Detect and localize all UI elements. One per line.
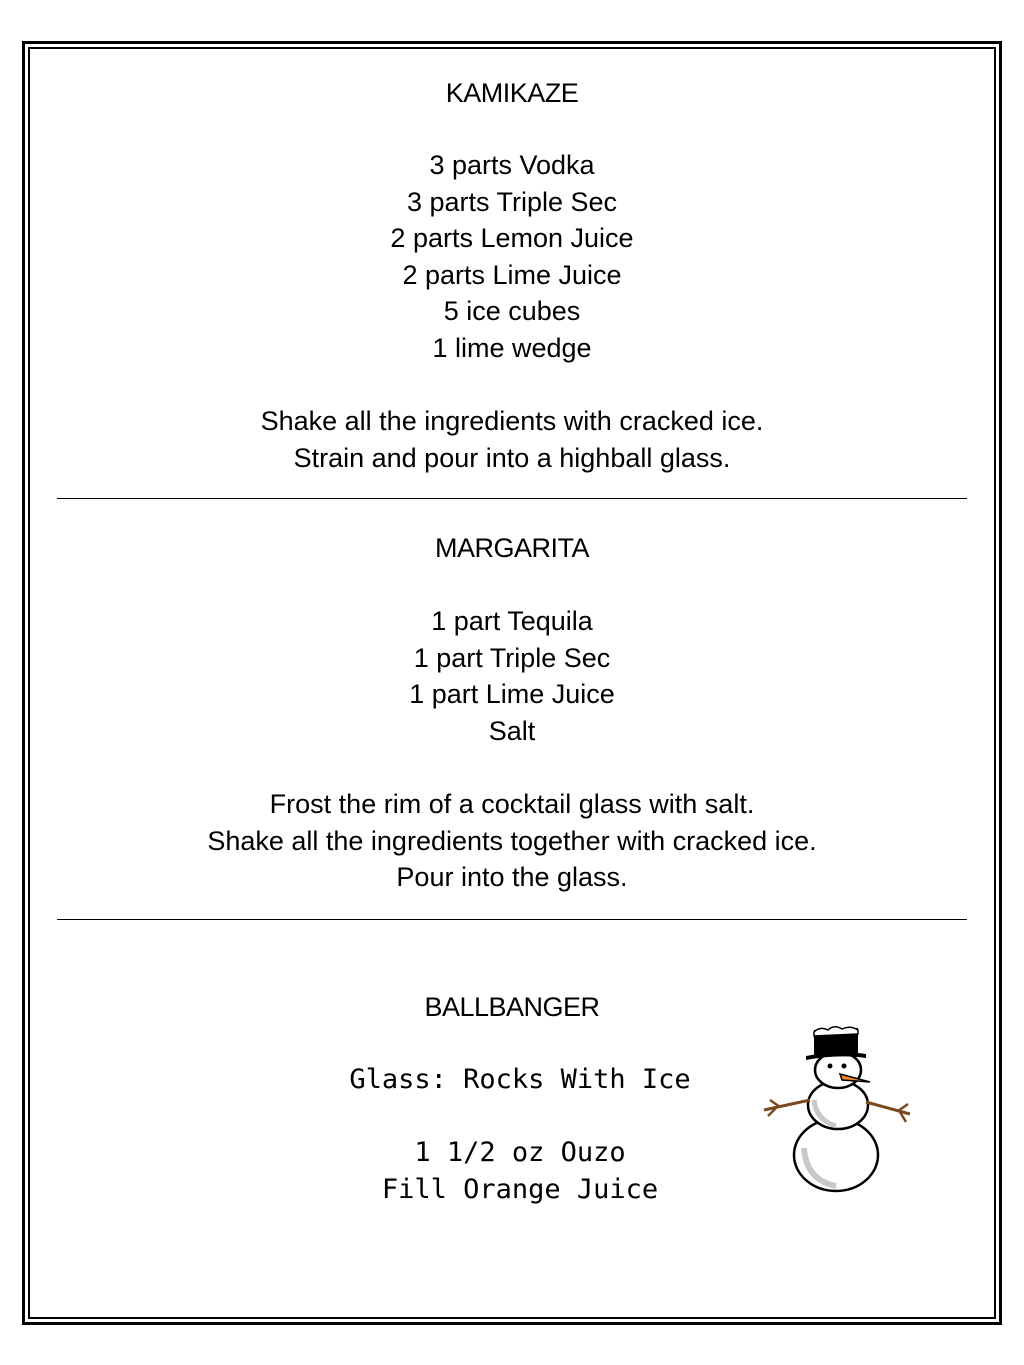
- instruction: Frost the rim of a cocktail glass with salt.: [269, 789, 755, 819]
- ingredient: 2 parts Lime Juice: [402, 259, 622, 290]
- ingredient: 1 part Triple Sec: [413, 642, 611, 673]
- section-divider: [57, 919, 967, 920]
- recipe-title: MARGARITA: [434, 533, 589, 563]
- section-divider: [57, 498, 967, 499]
- ingredient: 1 lime wedge: [432, 332, 592, 363]
- instruction: Shake all the ingredients together with cracked ice.: [207, 825, 817, 856]
- ingredient: Fill Orange Juice: [381, 1173, 659, 1205]
- ingredient: Salt: [488, 715, 536, 746]
- ingredient: 1 1/2 oz Ouzo: [414, 1137, 626, 1168]
- glass-type: Glass: Rocks With Ice: [349, 1064, 691, 1095]
- recipe-title: BALLBANGER: [424, 992, 600, 1022]
- instruction: Pour into the glass.: [396, 862, 628, 892]
- recipe-title: KAMIKAZE: [445, 78, 579, 108]
- ingredient: 2 parts Lemon Juice: [390, 223, 634, 253]
- ingredient: 1 part Lime Juice: [409, 679, 615, 709]
- snowman-icon: [758, 1020, 918, 1200]
- ingredient: 1 part Tequila: [431, 606, 593, 636]
- ingredient: 5 ice cubes: [443, 296, 581, 326]
- instruction: Shake all the ingredients with cracked ice.: [260, 406, 764, 436]
- instruction: Strain and pour into a highball glass.: [293, 442, 731, 473]
- ingredient: 3 parts Triple Sec: [406, 186, 618, 217]
- ingredient: 3 parts Vodka: [429, 150, 595, 180]
